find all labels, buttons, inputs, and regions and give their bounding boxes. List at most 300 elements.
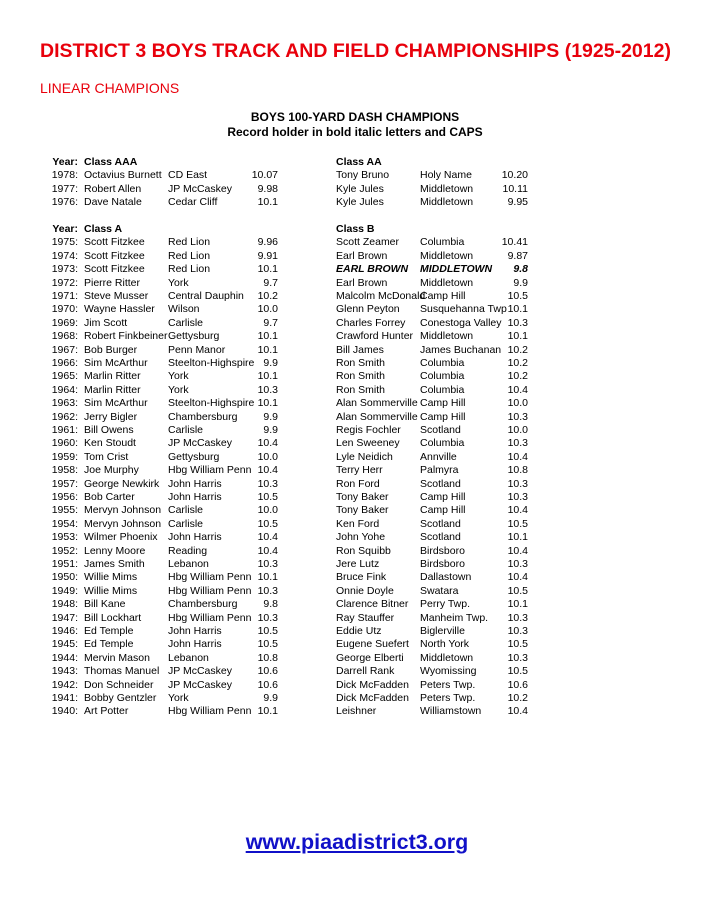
- page-title: DISTRICT 3 BOYS TRACK AND FIELD CHAMPIONSHIPS (1925-2012): [40, 40, 671, 62]
- year-cell: 1942:: [51, 678, 78, 691]
- right-time: 10.3: [507, 651, 528, 664]
- right-athlete-name: Ron Ford: [336, 477, 380, 490]
- left-athlete-name: George Newkirk: [84, 477, 160, 490]
- year-cell: 1971:: [51, 290, 78, 302]
- right-athlete-name: Clarence Bitner: [336, 598, 409, 611]
- left-school: John Harris: [168, 477, 222, 490]
- table-row: [0, 437, 714, 451]
- left-time: 10.4: [257, 464, 278, 477]
- right-school: Wyomissing: [420, 665, 477, 678]
- right-time: 10.5: [507, 290, 528, 302]
- right-athlete-name: Glenn Peyton: [336, 303, 400, 316]
- year-header: Year:: [52, 223, 78, 235]
- right-time: 10.3: [507, 316, 528, 329]
- table-row: [0, 585, 714, 599]
- year-cell: 1966:: [51, 357, 78, 369]
- right-school: Middletown: [420, 651, 474, 664]
- left-school: Hbg William Penn: [168, 571, 252, 584]
- year-cell: 1972:: [51, 276, 78, 289]
- left-school: Chambersburg: [168, 410, 238, 423]
- right-school: North York: [420, 638, 470, 651]
- table-row: [0, 625, 714, 639]
- right-time: 10.4: [507, 450, 528, 463]
- table-row: [0, 679, 714, 693]
- table-row: [0, 504, 714, 518]
- left-time: 9.7: [263, 276, 278, 289]
- right-time: 9.95: [507, 196, 528, 209]
- left-time: 10.0: [257, 450, 278, 463]
- table-row: [0, 558, 714, 572]
- left-school: JP McCaskey: [168, 665, 232, 678]
- table-row: [0, 545, 714, 559]
- left-time: 10.1: [257, 705, 278, 718]
- right-time: 10.4: [507, 544, 528, 557]
- right-time: 10.5: [507, 665, 528, 678]
- table-row: [0, 236, 714, 250]
- left-athlete-name: Art Potter: [84, 705, 129, 718]
- right-time: 10.3: [507, 491, 528, 503]
- left-school: Carlisle: [168, 424, 204, 436]
- right-time: 10.3: [507, 625, 528, 637]
- right-school: Columbia: [420, 437, 465, 450]
- year-cell: 1962:: [51, 410, 78, 423]
- right-athlete-name: Eugene Suefert: [336, 638, 409, 651]
- left-time: 9.7: [263, 316, 278, 329]
- year-cell: 1961:: [51, 424, 78, 436]
- year-cell: 1950:: [51, 571, 78, 584]
- left-school: JP McCaskey: [168, 678, 232, 691]
- table-row: [0, 183, 714, 197]
- left-athlete-name: Thomas Manuel: [84, 665, 160, 678]
- year-cell: 1944:: [51, 651, 78, 664]
- left-school: Hbg William Penn: [168, 464, 252, 477]
- year-cell: 1946:: [51, 625, 78, 637]
- left-time: 9.98: [257, 182, 278, 195]
- left-time: 10.5: [257, 638, 278, 651]
- left-athlete-name: Mervyn Johnson: [84, 504, 162, 517]
- right-athlete-name: Malcolm McDonald: [336, 290, 426, 302]
- year-cell: 1963:: [51, 397, 78, 410]
- right-athlete-name: Eddie Utz: [336, 625, 382, 637]
- right-athlete-name: George Elberti: [336, 651, 404, 664]
- right-time: 10.5: [507, 638, 528, 651]
- year-cell: 1975:: [51, 236, 78, 249]
- right-school: Perry Twp.: [420, 598, 470, 611]
- right-school: Camp Hill: [420, 491, 466, 503]
- right-school: Dallastown: [420, 571, 472, 584]
- table-header-row: [0, 223, 714, 237]
- left-school: York: [168, 383, 189, 396]
- right-athlete-name: Earl Brown: [336, 249, 388, 262]
- year-cell: 1977:: [51, 182, 78, 195]
- left-athlete-name: Steve Musser: [84, 290, 149, 302]
- right-school: Middletown: [420, 276, 474, 289]
- right-athlete-name: Ron Smith: [336, 383, 386, 396]
- table-header-row: [0, 156, 714, 170]
- right-time: 10.1: [507, 303, 528, 316]
- right-athlete-name: Kyle Jules: [336, 196, 384, 209]
- left-athlete-name: Octavius Burnett: [84, 169, 162, 182]
- year-cell: 1973:: [51, 263, 78, 276]
- left-time: 10.0: [257, 504, 278, 517]
- right-time: 10.3: [507, 410, 528, 423]
- right-athlete-name: Kyle Jules: [336, 182, 384, 195]
- left-athlete-name: Ed Temple: [84, 625, 134, 637]
- left-school: Hbg William Penn: [168, 705, 252, 718]
- right-time: 10.0: [507, 397, 528, 410]
- left-school: JP McCaskey: [168, 182, 232, 195]
- right-time: 9.87: [507, 249, 528, 262]
- table-row: [0, 692, 714, 706]
- right-athlete-name: Charles Forrey: [336, 316, 406, 329]
- right-school: Palmyra: [420, 464, 459, 477]
- right-time: 10.8: [507, 464, 528, 477]
- left-time: 9.8: [263, 598, 278, 611]
- year-cell: 1960:: [51, 437, 78, 450]
- left-athlete-name: Scott Fitzkee: [84, 236, 145, 249]
- left-time: 9.9: [263, 424, 278, 436]
- right-athlete-name: Jere Lutz: [336, 558, 380, 570]
- left-school: CD East: [168, 169, 208, 182]
- table-row: [0, 424, 714, 438]
- left-time: 9.9: [263, 692, 278, 704]
- page-subtitle: LINEAR CHAMPIONS: [40, 80, 180, 96]
- left-school: Carlisle: [168, 504, 204, 517]
- right-school: Camp Hill: [420, 397, 466, 410]
- left-time: 9.91: [257, 249, 278, 262]
- left-athlete-name: Marlin Ritter: [84, 383, 141, 396]
- left-school: York: [168, 370, 189, 383]
- right-athlete-name: Ron Smith: [336, 370, 386, 383]
- right-athlete-name: Earl Brown: [336, 276, 388, 289]
- right-athlete-name: Leishner: [336, 705, 377, 718]
- left-athlete-name: Ed Temple: [84, 638, 134, 651]
- left-athlete-name: Bill Owens: [84, 424, 134, 436]
- left-school: Penn Manor: [168, 343, 226, 356]
- left-school: Gettysburg: [168, 330, 220, 343]
- year-cell: 1947:: [51, 611, 78, 624]
- year-cell: 1970:: [51, 303, 78, 316]
- right-school: Scotland: [420, 517, 461, 530]
- year-cell: 1956:: [51, 491, 78, 503]
- left-time: 10.0: [257, 303, 278, 316]
- table-row: [0, 344, 714, 358]
- right-athlete-name: Terry Herr: [336, 464, 383, 477]
- right-time: 10.5: [507, 517, 528, 530]
- right-school: Scotland: [420, 424, 461, 436]
- right-school: Columbia: [420, 370, 465, 383]
- right-time: 10.1: [507, 531, 528, 544]
- left-time: 9.96: [257, 236, 278, 249]
- left-athlete-name: Willie Mims: [84, 584, 138, 597]
- left-school: Steelton-Highspire: [168, 397, 255, 410]
- left-athlete-name: Scott Fitzkee: [84, 263, 145, 276]
- left-school: John Harris: [168, 491, 222, 503]
- table-row: [0, 411, 714, 425]
- table-row: [0, 491, 714, 505]
- right-time: 10.4: [507, 571, 528, 584]
- left-time: 10.3: [257, 383, 278, 396]
- table-row: [0, 451, 714, 465]
- table-row: [0, 598, 714, 612]
- right-school: MIDDLETOWN: [420, 263, 493, 276]
- year-cell: 1948:: [51, 598, 78, 611]
- right-time: 10.1: [507, 598, 528, 611]
- right-athlete-name: Ray Stauffer: [336, 611, 395, 624]
- right-athlete-name: Lyle Neidich: [336, 450, 393, 463]
- left-athlete-name: Robert Allen: [84, 182, 142, 195]
- left-time: 10.1: [257, 330, 278, 343]
- table-row: [0, 330, 714, 344]
- year-cell: 1959:: [51, 450, 78, 463]
- left-athlete-name: James Smith: [84, 558, 145, 570]
- left-school: John Harris: [168, 625, 222, 637]
- right-athlete-name: Onnie Doyle: [336, 584, 394, 597]
- class-header-right: Class AA: [336, 156, 382, 168]
- year-cell: 1969:: [51, 316, 78, 329]
- left-time: 10.1: [257, 263, 278, 276]
- table-row: [0, 357, 714, 371]
- left-athlete-name: Bob Carter: [84, 491, 135, 503]
- left-school: JP McCaskey: [168, 437, 232, 450]
- year-cell: 1964:: [51, 383, 78, 396]
- table-row: [0, 531, 714, 545]
- year-cell: 1974:: [51, 249, 78, 262]
- year-cell: 1945:: [51, 638, 78, 651]
- right-time: 10.2: [507, 357, 528, 369]
- right-time: 10.3: [507, 611, 528, 624]
- left-school: Gettysburg: [168, 450, 220, 463]
- event-title: BOYS 100-YARD DASH CHAMPIONS: [250, 110, 460, 124]
- right-school: Middletown: [420, 249, 474, 262]
- table-row: [0, 464, 714, 478]
- right-athlete-name: Dick McFadden: [336, 692, 409, 704]
- right-time: 10.2: [507, 370, 528, 383]
- table-row: [0, 665, 714, 679]
- right-school: Peters Twp.: [420, 692, 476, 704]
- left-athlete-name: Ken Stoudt: [84, 437, 136, 450]
- table-row: [0, 478, 714, 492]
- left-athlete-name: Bill Kane: [84, 598, 126, 611]
- left-time: 10.2: [257, 290, 278, 302]
- right-time: 10.4: [507, 504, 528, 517]
- left-time: 10.1: [257, 196, 278, 209]
- left-school: Red Lion: [168, 263, 211, 276]
- left-time: 10.5: [257, 517, 278, 530]
- right-school: Conestoga Valley: [420, 316, 502, 329]
- table-row: [0, 196, 714, 210]
- class-header-left: Class A: [84, 223, 123, 235]
- right-athlete-name: Alan Sommerville: [336, 410, 418, 423]
- left-athlete-name: Willie Mims: [84, 571, 138, 584]
- year-cell: 1952:: [51, 544, 78, 557]
- year-cell: 1940:: [51, 705, 78, 718]
- right-time: 10.11: [502, 182, 528, 195]
- right-time: 10.4: [507, 705, 528, 718]
- left-time: 10.4: [257, 544, 278, 557]
- table-row: [0, 263, 714, 277]
- right-athlete-name: Tony Baker: [336, 504, 389, 517]
- left-school: Chambersburg: [168, 598, 238, 611]
- right-time: 10.41: [501, 236, 528, 249]
- left-school: Lebanon: [168, 651, 209, 664]
- year-header: Year:: [52, 156, 78, 168]
- right-athlete-name: Tony Baker: [336, 491, 389, 503]
- left-athlete-name: Mervyn Johnson: [84, 517, 162, 530]
- right-athlete-name: Tony Bruno: [336, 169, 390, 182]
- left-athlete-name: Sim McArthur: [84, 397, 148, 410]
- left-athlete-name: Sim McArthur: [84, 357, 148, 369]
- right-athlete-name: Bruce Fink: [336, 571, 387, 584]
- right-time: 10.5: [507, 584, 528, 597]
- event-header: [0, 110, 714, 140]
- table-row: [0, 397, 714, 411]
- right-athlete-name: Bill James: [336, 343, 384, 356]
- left-time: 10.3: [257, 584, 278, 597]
- left-school: York: [168, 692, 189, 704]
- right-athlete-name: Crawford Hunter: [336, 330, 414, 343]
- class-header-right: Class B: [336, 223, 375, 235]
- year-cell: 1955:: [51, 504, 78, 517]
- left-school: Wilson: [168, 303, 200, 316]
- right-school: Camp Hill: [420, 410, 466, 423]
- left-time: 10.3: [257, 558, 278, 570]
- left-school: Lebanon: [168, 558, 209, 570]
- left-athlete-name: Pierre Ritter: [84, 276, 141, 289]
- left-time: 10.1: [257, 370, 278, 383]
- year-cell: 1949:: [51, 584, 78, 597]
- right-athlete-name: EARL BROWN: [336, 263, 409, 276]
- year-cell: 1951:: [51, 558, 78, 570]
- left-time: 10.6: [257, 678, 278, 691]
- left-athlete-name: Marlin Ritter: [84, 370, 141, 383]
- left-time: 9.9: [263, 410, 278, 423]
- right-school: Swatara: [420, 584, 459, 597]
- left-athlete-name: Jerry Bigler: [84, 410, 138, 423]
- table-row: [0, 638, 714, 652]
- table-row: [0, 571, 714, 585]
- left-school: York: [168, 276, 189, 289]
- left-athlete-name: Lenny Moore: [84, 544, 146, 557]
- left-school: John Harris: [168, 531, 222, 544]
- left-time: 10.1: [257, 343, 278, 356]
- right-time: 10.2: [507, 343, 528, 356]
- left-time: 10.8: [257, 651, 278, 664]
- table-row: [0, 317, 714, 331]
- year-cell: 1978:: [51, 169, 78, 182]
- right-school: Columbia: [420, 383, 465, 396]
- class-header-left: Class AAA: [84, 156, 138, 168]
- right-time: 9.8: [513, 263, 528, 276]
- right-school: Middletown: [420, 330, 474, 343]
- left-time: 10.07: [251, 169, 278, 182]
- right-time: 10.6: [507, 678, 528, 691]
- left-time: 10.4: [257, 437, 278, 450]
- left-athlete-name: Bobby Gentzler: [84, 692, 157, 704]
- table-row: [0, 652, 714, 666]
- right-school: Annville: [420, 450, 457, 463]
- table-row: [0, 384, 714, 398]
- left-school: Red Lion: [168, 236, 211, 249]
- right-school: Biglerville: [420, 625, 465, 637]
- year-cell: 1968:: [51, 330, 78, 343]
- right-time: 10.0: [507, 424, 528, 436]
- right-school: Scotland: [420, 477, 461, 490]
- table-row: [0, 303, 714, 317]
- left-school: John Harris: [168, 638, 222, 651]
- left-time: 10.3: [257, 611, 278, 624]
- right-school: Peters Twp.: [420, 678, 476, 691]
- left-athlete-name: Don Schneider: [84, 678, 154, 691]
- left-athlete-name: Tom Crist: [84, 450, 129, 463]
- left-time: 10.5: [257, 625, 278, 637]
- right-athlete-name: Scott Zeamer: [336, 236, 400, 249]
- left-school: Cedar Cliff: [168, 196, 218, 209]
- right-school: Middletown: [420, 196, 474, 209]
- table-row: [0, 518, 714, 532]
- left-school: Steelton-Highspire: [168, 357, 255, 369]
- right-school: Scotland: [420, 531, 461, 544]
- left-time: 10.3: [257, 477, 278, 490]
- left-school: Hbg William Penn: [168, 611, 252, 624]
- right-time: 10.20: [501, 169, 528, 182]
- right-time: 10.3: [507, 437, 528, 450]
- left-school: Reading: [168, 544, 208, 557]
- year-cell: 1954:: [51, 517, 78, 530]
- right-athlete-name: Alan Sommerville: [336, 397, 418, 410]
- table-row: [0, 250, 714, 264]
- year-cell: 1976:: [51, 196, 78, 209]
- left-athlete-name: Bill Lockhart: [84, 611, 142, 624]
- left-athlete-name: Scott Fitzkee: [84, 249, 145, 262]
- right-time: 10.4: [507, 383, 528, 396]
- left-school: Carlisle: [168, 316, 204, 329]
- left-time: 10.1: [257, 397, 278, 410]
- right-athlete-name: Ken Ford: [336, 517, 380, 530]
- right-athlete-name: Darrell Rank: [336, 665, 395, 678]
- right-school: Middletown: [420, 182, 474, 195]
- left-athlete-name: Wayne Hassler: [84, 303, 155, 316]
- left-time: 9.9: [263, 357, 278, 369]
- right-athlete-name: Ron Squibb: [336, 544, 391, 557]
- table-row: [0, 612, 714, 626]
- right-time: 9.9: [513, 276, 528, 289]
- website-link[interactable]: www.piaadistrict3.org: [245, 830, 469, 854]
- right-school: Williamstown: [420, 705, 482, 718]
- left-time: 10.4: [257, 531, 278, 544]
- right-athlete-name: John Yohe: [336, 531, 386, 544]
- year-cell: 1967:: [51, 343, 78, 356]
- left-school: Carlisle: [168, 517, 204, 530]
- right-school: Camp Hill: [420, 290, 466, 302]
- year-cell: 1965:: [51, 370, 78, 383]
- left-athlete-name: Wilmer Phoenix: [84, 531, 158, 544]
- right-school: Birdsboro: [420, 544, 465, 557]
- table-row: [0, 169, 714, 183]
- year-cell: 1958:: [51, 464, 78, 477]
- year-cell: 1953:: [51, 531, 78, 544]
- right-athlete-name: Ron Smith: [336, 357, 386, 369]
- event-note: Record holder in bold italic letters and CAPS: [227, 125, 483, 139]
- right-school: Manheim Twp.: [420, 611, 489, 624]
- right-athlete-name: Regis Fochler: [336, 424, 401, 436]
- right-school: Holy Name: [420, 169, 472, 182]
- left-school: Central Dauphin: [168, 290, 244, 302]
- right-time: 10.1: [507, 330, 528, 343]
- table-row: [0, 277, 714, 291]
- right-time: 10.3: [507, 477, 528, 490]
- right-school: Camp Hill: [420, 504, 466, 517]
